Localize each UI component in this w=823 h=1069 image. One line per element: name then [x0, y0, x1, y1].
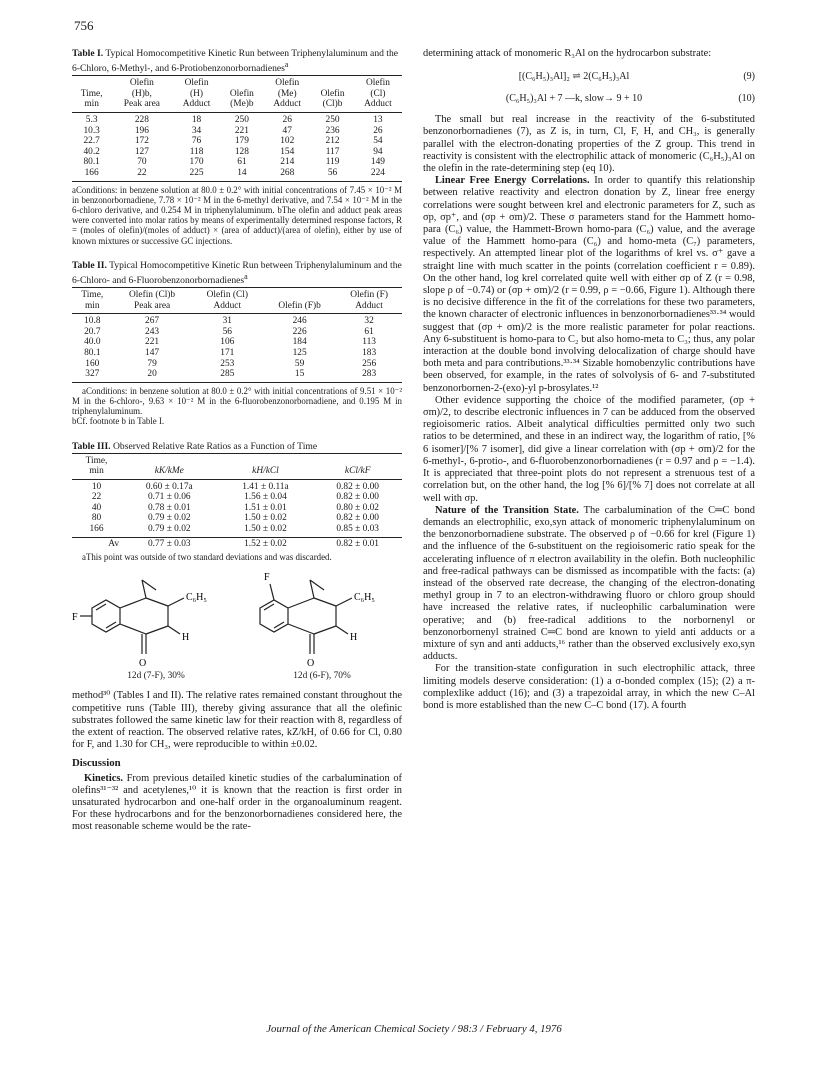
table2-title: Typical Homocompetitive Kinetic Run between Triphenylaluminum and the 6-Chloro- and 6-Fluorobenzonorbornadienes: [72, 259, 402, 286]
table-cell: 10.8: [84, 316, 101, 327]
right-paragraph-3: Other evidence supporting the choice of the modified parameter, (σp + σm)/2, to describe electronic influences in 7 can be adduced from the observed regioisomeric ratios. Albeit analytical difficulties permitted only two such ratios to be determined, and these in an indirect way, the logarithm of ratio, [% 6 isomer]/[% 7 isomer], did give a linear correlation with (σp + σm)/2 for the 6-methyl-, 6-protio-, and 6-fluorobenzonorbornadienes (r = 0.97 and ρ = −1.4). It is appreciated that three-point plots do not represent a strenuous test of a correlation but, on the other hand, the log [% 6]/[% 7] does not correlate at all well with σp.: [423, 394, 755, 504]
table-cell: 40: [91, 502, 102, 513]
table-row: [72, 369, 402, 382]
table-row: [72, 126, 402, 137]
table-cell: 127: [134, 146, 149, 157]
table-cell: 76: [191, 136, 202, 147]
table2-label: Table II.: [72, 259, 107, 271]
table-cell: 171: [220, 347, 235, 358]
table3-body: [72, 479, 402, 537]
table-cell: 214: [280, 157, 295, 168]
table-cell: 184: [292, 337, 307, 348]
table-cell: 268: [263, 168, 311, 181]
table3-head-cell: kH/kCl: [218, 466, 314, 479]
right-paragraph-1: The small but real increase in the reactivity of the 6-substituted benzonorbornadienes (7), as Z is, in turn, Cl, F, H, and CH₃, is generally parallel with the electron-donating properties of the Z group. This trend in reactivity is consistent with the electrophilic attack of monomeric (C₆H₅)₃Al on the olefin in the rate-determining step (eq 10).: [423, 114, 755, 175]
table-cell: 0.71 ± 0.06: [147, 492, 191, 503]
table-cell: 31: [222, 316, 232, 327]
table2-head-cell: Adduct: [192, 301, 264, 314]
table2-head-cell: min: [72, 301, 113, 314]
right-paragraph-4: [423, 505, 755, 664]
structure-figures: [72, 568, 402, 690]
table-cell: 179: [234, 136, 249, 147]
table-cell: 224: [354, 168, 402, 181]
table-cell: 1.50 ± 0.02: [218, 524, 314, 537]
table3-head-cell: min: [72, 466, 121, 479]
kinetics-text: From previous detailed kinetic studies of the carbalumination of olefins³¹⁻³² and acetylenes,¹⁰ it is known that the reaction is first order in unsaturated hydrocarbon and one-half order in the organoaluminum reagent. For these hydrocarbons and for the benzonorbornadienes considered here, the most reasonable scheme would be the rate-: [72, 772, 402, 833]
table-cell: 34: [191, 125, 202, 136]
table1-head-cell: Olefin: [172, 76, 220, 89]
table-cell: 59: [294, 358, 305, 369]
table1-head-cell: (H): [190, 88, 204, 99]
table1-head-row2: [72, 89, 402, 100]
table-cell: 226: [292, 326, 307, 337]
table-row: [72, 314, 402, 327]
table-cell: 154: [280, 146, 295, 157]
table2-head-cell: [263, 287, 336, 300]
table-cell: 113: [362, 337, 376, 348]
table-cell: 26: [373, 125, 383, 136]
table-cell: 61: [364, 326, 374, 337]
table-cell: 160: [85, 358, 100, 369]
table-cell: 94: [373, 146, 383, 157]
table1-head-cell: Adduct: [354, 99, 402, 112]
discussion-heading: Discussion: [72, 757, 121, 770]
table-cell: 0.60 ± 0.17a: [145, 481, 193, 492]
lfer-run-in: Linear Free Energy Correlations.: [435, 175, 590, 187]
table-cell: 256: [362, 358, 377, 369]
table3-footnote: [72, 552, 402, 562]
table3-average-row: [72, 537, 402, 549]
label-H: H: [182, 632, 190, 644]
table-cell: 0.82 ± 0.00: [336, 481, 379, 492]
table2-caption: [72, 260, 402, 286]
table1-head-cell: Peak area: [111, 99, 172, 112]
structure1-caption: 12d (7-F), 30%: [127, 671, 185, 682]
label-C6H5: C₆H₅: [186, 592, 207, 604]
table-cell: 128: [234, 146, 249, 157]
table-cell: 1.51 ± 0.01: [244, 502, 287, 513]
table3-caption: [72, 441, 402, 452]
table-row: [72, 157, 402, 168]
table-cell: 1.50 ± 0.02: [244, 513, 287, 524]
label-F: F: [72, 612, 78, 624]
right-paragraph-5: For the transition-state configuration in such electrophilic attack, three limiting models deserve consideration: (1) a σ-bonded complex (15); (2) a π-complexlike adduct (16); and (3) a trapezoidal array, in which the new C–Al bond is more established than the new C–C bond (17). A fourth: [423, 663, 755, 711]
right-column: [423, 48, 755, 712]
benzonorbornene-skeleton-1: [80, 580, 184, 654]
table-cell: 327: [72, 369, 113, 382]
table-row: [72, 359, 402, 370]
table-cell: 10: [91, 481, 102, 492]
table2-head-cell: Adduct: [336, 301, 402, 314]
structure-12d-7F: [72, 568, 242, 668]
table-cell: 61: [237, 157, 247, 168]
table1-head-cell: Olefin: [229, 88, 254, 99]
table1-head-cell: [221, 76, 264, 89]
table-cell: 18: [191, 114, 202, 125]
table-cell: 54: [373, 136, 383, 147]
table-row: [72, 337, 402, 348]
structure2-caption: 12d (6-F), 70%: [293, 671, 351, 682]
table-cell: 118: [189, 146, 204, 157]
table-cell: 0.78 ± 0.01: [147, 502, 191, 513]
lfer-text: In order to quantify this relationship between relative reactivity and electron donation by Z, linear free energy correlations were sought between krel and electronic parameters for Z, such as σp, σp⁺, and (σp + σm)/2. These σ parameters stand for the Hammett homo-para (C₆) value, the Hammett-Brown homo-para (C₆) value, and the average value of the Hammett homo-para (C₆) and homo-meta (C₇) parameters, respectively. An attempted linear plot of the logarithms of krel vs. σ⁺ gave a straight line with much scatter in the points (correlation coefficient r = 0.89). On the other hand, log krel correlated quite well with either σp of Z (r = 0.98, slope ρ of −0.74) or (σp + σm)/2 (r = 0.99, ρ = −0.66, Figure 1). Although there is no decisive difference in the fit of the correlations for these two parameters, the known character of electronic influences in benzonorbornadienes³³·³⁴ would suggest that (σp + σm)/2 is the more realistic parameter for polar reactions. Any 6-substituent is homo-para to C₂ but also homo-meta to C₃; thus, any polar interaction at the double bond involving delocalization of charge should have both meta and para contributions.³³·³⁴ Sizable homobenzylic contributions have been observed, for example, in the rates of solvolysis of 6- and 7-substituted benzonorbornen-2-(exo)-yl p-brosylates.¹²: [423, 175, 755, 394]
table-cell: 243: [145, 326, 160, 337]
table3-label: Table III.: [72, 440, 111, 452]
table2-head-cell: Olefin (F)b: [263, 301, 336, 314]
table1-head-cell: (Cl)b: [311, 99, 354, 112]
table1-caption-mark: a: [284, 60, 289, 69]
label-H: H: [350, 632, 358, 644]
table-cell: 125: [292, 347, 307, 358]
table-cell: 119: [325, 157, 340, 168]
table1-head-cell: Adduct: [172, 99, 220, 112]
table-row: [72, 168, 402, 181]
table-row: [72, 147, 402, 158]
transition-state-run-in: Nature of the Transition State.: [435, 504, 579, 516]
table-cell: 285: [192, 369, 264, 382]
table-row: [72, 513, 402, 524]
label-O: O: [139, 658, 147, 669]
table3-title: Observed Relative Rate Ratios as a Function of Time: [112, 440, 318, 452]
table-cell: 15: [263, 369, 336, 382]
table-cell: 212: [325, 136, 340, 147]
table1-title: Typical Homocompetitive Kinetic Run between Triphenylaluminum and the 6-Chloro, 6-Methyl-, and 6-Protiobenzonorbornadienes: [72, 48, 399, 75]
table3-avg-label: Av: [108, 538, 120, 549]
table-cell: 22: [111, 168, 172, 181]
table-cell: 56: [311, 168, 354, 181]
table3-head-cell: [218, 453, 314, 466]
table-row: [72, 492, 402, 503]
equation-10-number: (10): [738, 93, 755, 105]
page-number: 756: [74, 18, 94, 33]
table2-footnote-a: aConditions: in benzene solution at 80.0 ± 0.2° with initial concentrations of 9.51 × 10⁻² M in the 6-chloro-, 9.63 × 10⁻² M in the 6-fluorobenzonorbornadiene, and 0.195 M in triphenylaluminum.: [72, 385, 402, 417]
table-cell: 26: [282, 114, 292, 125]
table-cell: 0.82 ± 0.00: [336, 513, 379, 524]
table-row: [72, 479, 402, 492]
table1: [72, 75, 402, 181]
table-cell: 172: [134, 136, 149, 147]
table-cell: 0.82 ± 0.00: [336, 492, 379, 503]
table-cell: 170: [189, 157, 204, 168]
left-paragraph-2: [72, 773, 402, 834]
table-cell: 221: [234, 125, 249, 136]
table-row: [72, 503, 402, 514]
table-cell: 5.3: [85, 114, 98, 125]
table-cell: 102: [280, 136, 295, 147]
table1-head-cell: (H)b,: [131, 88, 152, 99]
table2-head-cell: Olefin (F): [336, 287, 402, 300]
equation-10-expression: (C₆H₅)₃Al + 7 —k, slow→ 9 + 10: [505, 93, 643, 105]
table-cell: 149: [370, 157, 385, 168]
table-cell: 47: [282, 125, 292, 136]
table3-head-row2: [72, 466, 402, 479]
table3-avg-cell: 0.82 ± 0.01: [336, 538, 379, 549]
table-cell: 196: [134, 125, 149, 136]
table3-footnote-text: aThis point was outside of two standard deviations and was discarded.: [82, 552, 332, 563]
table2-caption-mark: a: [244, 271, 248, 281]
table-cell: 267: [145, 316, 160, 327]
table-cell: 20.7: [84, 326, 101, 337]
label-F: F: [264, 572, 270, 584]
table-cell: 80: [91, 513, 102, 524]
table-cell: 22.7: [83, 136, 100, 147]
table-cell: 283: [336, 369, 402, 382]
table1-label: Table I.: [72, 48, 104, 59]
table3-head-cell: [313, 453, 402, 466]
table-cell: 0.79 ± 0.02: [147, 513, 191, 524]
table-cell: 14: [221, 168, 264, 181]
table-cell: 250: [234, 114, 249, 125]
table3-head-cell: Time,: [72, 453, 121, 466]
table3-head-row1: [72, 453, 402, 466]
table-cell: 166: [72, 524, 121, 537]
table1-body: [72, 112, 402, 181]
left-paragraph-1: method³⁰ (Tables I and II). The relative rates remained constant throughout the competitive runs (Table III), thereby giving assurance that all the olefinic substrates followed the same kinetic law for their reaction with 8, regardless of the extent of reaction. The observed relative rates, kZ/kH, of 0.66 for Cl, 0.80 for F, and 1.30 for CH₃, were reproducible to within ±0.02.: [72, 690, 402, 751]
table-cell: 1.56 ± 0.04: [244, 492, 287, 503]
table-cell: 228: [134, 114, 149, 125]
label-O: O: [307, 658, 315, 669]
table2: [72, 287, 402, 383]
table2-head-cell: Time,: [72, 287, 113, 300]
table-cell: 236: [325, 125, 340, 136]
table1-head-cell: (Cl): [370, 88, 386, 99]
table-cell: 0.80 ± 0.02: [336, 502, 379, 513]
table-cell: 40.0: [84, 337, 101, 348]
table-cell: 147: [145, 347, 160, 358]
table-cell: 40.2: [83, 146, 100, 157]
table-cell: 13: [373, 114, 383, 125]
table1-footnote: aConditions: in benzene solution at 80.0 ± 0.2° with initial concentrations of 7.45 × 10⁻² M in benzonorbornadiene, 7.78 × 10⁻² M in the 6-methyl derivative, and 7.54 × 10⁻² M in the 6-chloro derivative, and 0.254 M in triphenylaluminum. bThe olefin and adduct peak areas were converted into molar ratios by means of experimentally determined response factors, R = (moles of olefin)/(moles of adduct) × (area of adduct)/(area of olefin), either by use of known mixtures or successive GC injections.: [72, 184, 402, 246]
table-cell: 1.41 ± 0.11a: [242, 481, 289, 492]
benzonorbornene-skeleton-2: [260, 580, 352, 654]
table-row: [72, 112, 402, 125]
table-cell: 246: [292, 316, 307, 327]
table-cell: 79: [147, 358, 157, 369]
equation-9: [423, 66, 755, 88]
table-cell: 0.85 ± 0.03: [313, 524, 402, 537]
table-cell: 32: [364, 316, 374, 327]
table3-head-cell: [121, 453, 218, 466]
equation-9-number: (9): [743, 71, 755, 83]
table1-head-cell: Time,: [80, 88, 103, 99]
table1-head-cell: Olefin: [111, 76, 172, 89]
table-cell: 0.79 ± 0.02: [121, 524, 218, 537]
label-C6H5: C₆H₅: [354, 592, 375, 604]
table3-head-cell: kCl/kF: [313, 466, 402, 479]
table2-head-cell: Olefin (Cl)b: [113, 287, 192, 300]
table2-head-row1: [72, 287, 402, 300]
equation-9-expression: [(C₆H₅)₃Al]₂ ⇌ 2(C₆H₅)₃Al: [518, 71, 630, 83]
table3-avg-cell: 0.77 ± 0.03: [147, 538, 191, 549]
table-cell: 80.1: [84, 347, 101, 358]
table1-head-cell: (Me): [277, 88, 297, 99]
table-cell: 56: [222, 326, 232, 337]
table2-footnote-b: bCf. footnote b in Table I.: [72, 416, 165, 427]
transition-state-text: The carbalumination of the C═C bond demands an electrophilic, exo,syn attack of monomeric triphenylaluminum on the benzonorbornadiene substrate. The observed ρ of −0.66 for krel (Figure 1) and the influence of the 6-substituent on the regioisomeric ratio speak for the accelerating influence of π electron availability in the olefin. Both nucleophilic and free-radical pathways can be dismissed as incompatible with the facts: (a) instead of the observed rate decrease, the changing of the electron-donating methyl group in 7 to an electron-withdrawing fluoro or chloro group should have increased the relative rates, if nucleophilic carbalumination were operative; and (b) free-radical additions to the norbornenyl or benzonorbornenyl strained C═C bond are known to yield anti adducts or a mixture of syn and anti adducts,¹⁶ rather than the observed exclusively exo,syn adducts.: [423, 504, 755, 663]
table1-head-cell: min: [72, 99, 111, 112]
table2-head-cell: Peak area: [113, 301, 192, 314]
table-cell: 117: [325, 146, 340, 157]
table-row: [72, 524, 402, 537]
table-cell: 183: [362, 347, 377, 358]
table-cell: 253: [220, 358, 235, 369]
table3: [72, 453, 402, 550]
table3-head-cell: kK/kMe: [121, 466, 218, 479]
table1-head-cell: Olefin: [263, 76, 311, 89]
table1-head-row1: [72, 76, 402, 89]
table2-footnotes: [72, 386, 402, 427]
table1-head-cell: (Me)b: [221, 99, 264, 112]
table-cell: 250: [325, 114, 340, 125]
table2-body: [72, 314, 402, 383]
table2-head-row2: [72, 301, 402, 314]
table-cell: 22: [91, 492, 102, 503]
kinetics-run-in: Kinetics.: [84, 772, 123, 784]
structure-12d-6F: [240, 568, 410, 668]
table1-caption: [72, 48, 402, 74]
table2-head-cell: Olefin (Cl): [192, 287, 264, 300]
equation-10: [423, 88, 755, 110]
table-row: [72, 348, 402, 359]
table1-head-row3: [72, 99, 402, 112]
journal-footer: Journal of the American Chemical Society / 98:3 / February 4, 1976: [266, 1023, 562, 1035]
table1-head-cell: Olefin: [320, 88, 345, 99]
table-cell: 10.3: [83, 125, 100, 136]
table-cell: 225: [172, 168, 220, 181]
table-cell: 221: [145, 337, 160, 348]
left-column: [72, 48, 402, 834]
table-cell: 70: [137, 157, 147, 168]
table3-avg-cell: 1.52 ± 0.02: [244, 538, 287, 549]
table1-head-cell: Adduct: [263, 99, 311, 112]
table1-head-cell: [72, 76, 111, 89]
table-cell: 106: [220, 337, 235, 348]
table1-head-cell: Olefin: [354, 76, 402, 89]
table1-head-cell: [311, 76, 354, 89]
right-paragraph-2: [423, 175, 755, 395]
table-row: [72, 327, 402, 338]
right-paragraph-0: determining attack of monomeric R₃Al on the hydrocarbon substrate:: [423, 48, 712, 59]
table-row: [72, 136, 402, 147]
table-cell: 20: [113, 369, 192, 382]
table-cell: 166: [72, 168, 111, 181]
table-cell: 80.1: [83, 157, 100, 168]
